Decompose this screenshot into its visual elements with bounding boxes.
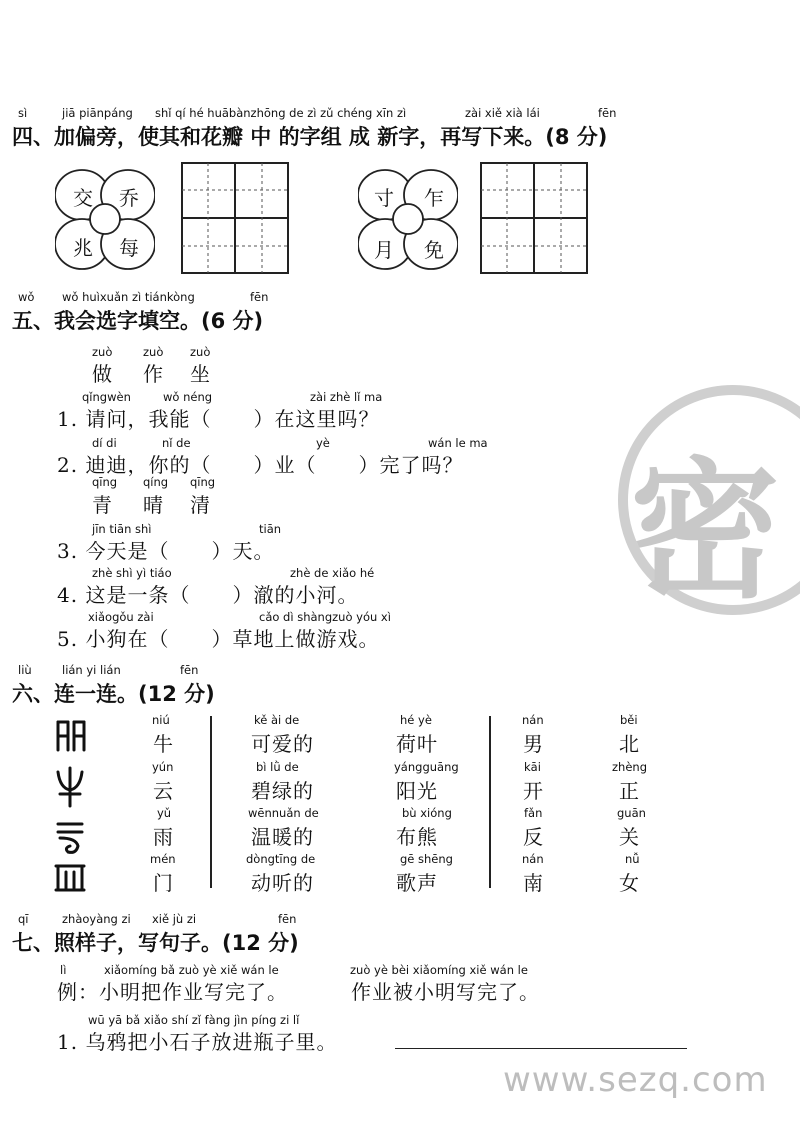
col5-py-0: běi [620,713,638,727]
sec4-pinyin-4: fēn [598,106,617,120]
sec5-item4-py1: zhè shì yì tiáo [92,566,172,580]
col2-word-2[interactable]: 温暖的 [251,825,314,849]
col4-char-1[interactable]: 开 [523,779,544,803]
col3-py-1: yángguāng [394,760,459,774]
flower-2-petal-0: 寸 [374,186,395,210]
sec4-pinyin-2: shǐ qí hé huābànzhōng de zì zǔ chéng xīn zì [155,106,407,120]
col2-word-0[interactable]: 可爱的 [251,732,314,756]
sec5-item4: 4. 这是一条（ ）澈的小河。 [57,583,359,607]
sec7-title: 七、照样子，写句子。(12 分) [12,931,299,955]
sec5-g1-py-2: zuò [190,345,211,359]
col1-char-2[interactable]: 雨 [153,825,174,849]
ancient-cloud-glyph [58,824,82,852]
confidential-stamp-char: 密 [630,445,781,619]
sec4-title: 四、加偏旁，使其和花瓣 中 的字组 成 新字，再写下来。(8 分) [12,125,608,149]
sec5-g1-char-0: 做 [92,362,113,386]
sec5-g2-char-0: 青 [92,493,113,517]
sec7-pinyin-1: zhàoyàng zi [62,912,131,926]
ancient-door-glyph [58,722,84,750]
sec5-g2-py-2: qīng [190,475,216,489]
sec5-item2-py3: yè [316,436,330,450]
col4-py-0: nán [522,713,544,727]
col1-char-3[interactable]: 门 [153,871,174,895]
flower-1-center [90,204,120,234]
sec5-item1: 1. 请问，我能（ ）在这里吗？ [57,407,380,431]
sec5-title: 五、我会选字填空。(6 分) [12,309,264,333]
col3-word-3[interactable]: 歌声 [396,871,438,895]
sec5-pinyin-2: fēn [250,290,269,304]
sec6-pinyin-2: fēn [180,663,199,677]
flower-2-petal-1: 乍 [424,186,445,210]
col5-char-2[interactable]: 关 [619,825,640,849]
sec5-item5-py3: cǎo dì shàngzuò yóu xì [259,610,391,624]
col3-py-0: hé yè [400,713,432,727]
col3-word-0[interactable]: 荷叶 [396,732,438,756]
col4-py-2: fǎn [524,806,543,820]
ancient-glyphs [50,716,92,896]
flower-2-petal-2: 月 [374,238,395,262]
sec5-item4-py3: zhè de xiǎo hé [290,566,375,580]
col4-char-3[interactable]: 南 [523,871,544,895]
col5-py-1: zhèng [612,760,647,774]
col2-py-3: dòngtīng de [246,852,316,866]
col1-py-1: yún [152,760,174,774]
col2-py-0: kě ài de [254,713,300,727]
sec5-item2: 2. 迪迪，你的（ ）业（ ）完了吗？ [57,453,464,477]
sec5-g1-py-1: zuò [143,345,164,359]
col2-py-2: wēnnuǎn de [248,806,319,820]
sec4-pinyin-3: zài xiě xià lái [465,106,540,120]
sec5-g1-char-2: 坐 [190,362,211,386]
sec7-q1: 1. 乌鸦把小石子放进瓶子里。 [57,1030,338,1054]
col1-py-2: yǔ [157,806,172,820]
sec7-example-2: 作业被小明写完了。 [351,980,540,1004]
col4-py-3: nán [522,852,544,866]
flower-1-petal-1: 乔 [119,186,140,210]
sec7-q1-py: wū yā bǎ xiǎo shí zǐ fàng jìn píng zi lǐ [88,1013,300,1027]
sec5-g1-py-0: zuò [92,345,113,359]
sec7-example-1: 例：小明把作业写完了。 [57,980,288,1004]
sec6-pinyin-1: lián yi lián [62,663,121,677]
sec5-item3-py1: jīn tiān shì [92,522,152,536]
sec5-item5-py1: xiǎogǒu zài [88,610,154,624]
sec5-g2-py-0: qīng [92,475,118,489]
sec5-item1-py1: qǐngwèn [82,390,131,404]
sec5-item2-py1: dí di [92,436,117,450]
sec5-item3: 3. 今天是（ ）天。 [57,539,275,563]
sec5-item2-py4: wán le ma [428,436,488,450]
flower-1-petal-0: 交 [73,186,94,210]
sec5-item5: 5. 小狗在（ ）草地上做游戏。 [57,627,380,651]
sec5-item1-py2: wǒ néng [163,390,213,404]
flower-2-center [393,204,423,234]
col5-char-0[interactable]: 北 [619,732,640,756]
col4-py-1: kāi [524,760,541,774]
flower-1-petal-2: 兆 [73,236,94,260]
col3-py-2: bù xióng [402,806,452,820]
col2-word-3[interactable]: 动听的 [251,871,314,895]
sec5-pinyin-1: wǒ huìxuǎn zì tiánkòng [62,290,195,304]
divider-2 [489,716,491,888]
col2-py-1: bì lǜ de [256,760,299,774]
col1-char-1[interactable]: 云 [153,779,174,803]
col3-word-2[interactable]: 布熊 [396,825,438,849]
col1-char-0[interactable]: 牛 [153,732,174,756]
col5-py-3: nǚ [625,852,640,866]
sec7-q1-answer-line[interactable] [395,1048,687,1049]
writing-grid-1[interactable] [181,162,289,274]
col1-py-0: niú [152,713,170,727]
sec5-item3-py3: tiān [259,522,282,536]
sec5-g2-py-1: qíng [143,475,169,489]
writing-grid-2[interactable] [480,162,588,274]
col5-char-3[interactable]: 女 [619,871,640,895]
col5-py-2: guān [617,806,646,820]
ancient-ox-glyph [58,768,82,806]
col3-py-3: gē shēng [400,852,453,866]
sec5-g2-char-1: 晴 [143,493,164,517]
divider-1 [210,716,212,888]
col5-char-1[interactable]: 正 [619,779,640,803]
col2-word-1[interactable]: 碧绿的 [251,779,314,803]
sec5-g2-char-2: 清 [190,493,211,517]
sec7-example-py-2: zuò yè bèi xiǎomíng xiě wán le [350,963,528,977]
sec5-g1-char-1: 作 [143,362,164,386]
sec7-pinyin-3: fēn [278,912,297,926]
ancient-rain-glyph [56,866,84,890]
col4-char-0[interactable]: 男 [523,732,544,756]
col4-char-2[interactable]: 反 [523,825,544,849]
sec6-pinyin-0: liù [18,663,32,677]
sec7-example-py-1: xiǎomíng bǎ zuò yè xiě wán le [104,963,279,977]
sec7-example-py-0: lì [60,963,67,977]
sec6-title: 六、连一连。(12 分) [12,682,215,706]
sec5-item1-py3: zài zhè lǐ ma [310,390,383,404]
flower-2-petal-3: 免 [424,238,445,262]
sec7-pinyin-2: xiě jù zi [152,912,197,926]
col3-word-1[interactable]: 阳光 [396,779,438,803]
sec7-pinyin-0: qī [18,912,29,926]
sec4-pinyin-1: jiā piānpáng [62,106,133,120]
flower-1 [55,162,155,274]
flower-1-petal-3: 每 [119,236,140,260]
site-watermark: www.sezq.com [503,1060,768,1100]
sec4-pinyin-0: sì [18,106,28,120]
col1-py-3: mén [150,852,176,866]
sec5-pinyin-0: wǒ [18,290,35,304]
sec5-item2-py2: nǐ de [162,436,191,450]
